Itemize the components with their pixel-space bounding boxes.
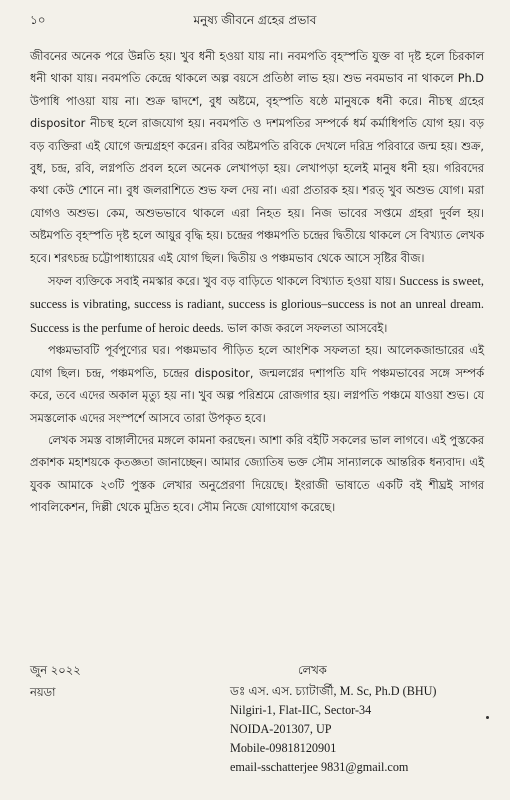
paragraph-2-english-quote: Success is sweet, success is vibrating, success is radiant, success is glorious–success is not an unreal dream. Success is the perfume of heroic deeds. bbox=[30, 274, 485, 335]
body-text bbox=[30, 46, 484, 520]
author-label: লেখক bbox=[298, 663, 327, 677]
paragraph-2 bbox=[30, 270, 484, 340]
paragraph-2-bengali-lead: সফল ব্যক্তিকে সবাই নমস্কার করে। খুব বড় বাড়িতে থাকলে বিখ্যাত হওয়া যায়। bbox=[48, 275, 396, 289]
date: জুন ২০২২ bbox=[30, 663, 81, 677]
email-address: email-sschatterjee 9831@gmail.com bbox=[230, 760, 409, 774]
paragraph-2-bengali-tail: ভাল কাজ করলে সফলতা আসবেই। bbox=[227, 321, 388, 335]
running-title: মনুষ্য জীবনে গ্রহের প্রভাব bbox=[193, 13, 317, 27]
signature-block bbox=[30, 662, 490, 792]
author-name: ডঃ এস. এস. চ্যাটার্জী, M. Sc, Ph.D (BHU) bbox=[230, 684, 437, 698]
address-line-2: NOIDA-201307, UP bbox=[230, 722, 332, 736]
page-header bbox=[30, 12, 480, 32]
author-address bbox=[230, 682, 490, 777]
page-number: ১০ bbox=[30, 13, 46, 27]
place: নয়ডা bbox=[30, 685, 56, 699]
address-line-1: Nilgiri-1, Flat-IIC, Sector-34 bbox=[230, 703, 372, 717]
mobile-number: Mobile-09818120901 bbox=[230, 741, 337, 755]
ink-speck bbox=[486, 716, 489, 719]
paragraph-4: লেখক সমস্ত বাঙ্গালীদের মঙ্গলে কামনা করছেন। আশা করি বইটি সকলের ভাল লাগবে। এই পুস্তকের প্রকাশক মহাশয়কে কৃতজ্ঞতা জানাচ্ছেন। আমার জ্যোতিষ ভক্ত সৌম সান্যালকে আন্তরিক ধন্যবাদ। এই যুবক আমাকে ২৩টি পুস্তক লেখার অনুপ্রেরণা দিয়েছে। ইংরাজী ভাষাতে একটি বই শীঘ্রই সাগর পাবলিকেশন, দিল্লী থেকে মুদ্রিত হবে। সৌম নিজে যোগাযোগ করেছে। bbox=[30, 433, 484, 515]
paragraph-1: জীবনের অনেক পরে উন্নতি হয়। খুব ধনী হওয়া যায় না। নবমপতি বৃহস্পতি যুক্ত বা দৃষ্ট হলে চিরকাল ধনী থাকা যায়। নবমপতি কেন্দ্রে থাকলে অল্প বয়সে প্রতিষ্ঠা লাভ হয়। শুভ নবমভাব না থাকলে Ph.D উপাধি পাওয়া যায় না। শুক্র দ্বাদশে, বুধ অষ্টমে, বৃহস্পতি ষষ্ঠে মানুষকে ধনী করে। নীচস্থ গ্রহের dispositor নীচস্থ হলে রাজযোগ হয়। নবমপতি ও দশমপতির সম্পর্কে ধর্ম কর্মাধিপতি যোগ হয়। বড় বড় ব্যক্তিরা এই যোগে জন্মগ্রহণ করেন। রবির অষ্টমপতি রবিকে দেখলে দরিদ্র পরিবারে জন্ম হয়। শুক্র, বুধ, চন্দ্র, রবি, লগ্নপতি প্রবল হলে অনেক লেখাপড়া হয়। লেখাপড়া হলেই মানুষ ধনী হয়। গরিবদের কথা কেউ শোনে না। বুধ জলরাশিতে শুভ ফল দেয় না। এরা প্রতারক হয়। শরত্ খুব অশুভ যোগ। মরা যোগও অশুভ। কেম, অশুভভাবে থাকলে এরা নিহত হয়। নিজ ভাবের সপ্তমে গ্রহরা দুর্বল হয়। অষ্টমপতি বৃহস্পতি দৃষ্ট হলে আয়ুর বৃদ্ধি হয়। চন্দ্রের পঞ্চমপতি চন্দ্রের দ্বিতীয়ে থাকলে সে বিখ্যাত লেখক হবে। শরৎচন্দ্র চট্টোপাধ্যায়ের এই যোগ ছিল। দ্বিতীয় ও পঞ্চমভাব থেকে আসে সৃষ্টির বীজ। bbox=[30, 50, 484, 265]
paragraph-3: পঞ্চমভাবটি পূর্বপুণ্যের ঘর। পঞ্চমভাব পীড়িত হলে আংশিক সফলতা হয়। আলেকজান্ডারের এই যোগ ছিল। চন্দ্র, পঞ্চমপতি, চন্দ্রের dispositor, জন্মলগ্নের দশাপতি যদি পঞ্চমভাবের সঙ্গে সম্পর্ক করে, তবে এদের অকাল মৃত্যু হয় না। খুব অল্প পরিশ্রমে রোজগার হয়। লগ্নপতি পঞ্চমে যাওয়া শুভ। যে সমস্তলোক এদের সংস্পর্শে আসবে তারা উপকৃত হবে। bbox=[30, 344, 484, 425]
